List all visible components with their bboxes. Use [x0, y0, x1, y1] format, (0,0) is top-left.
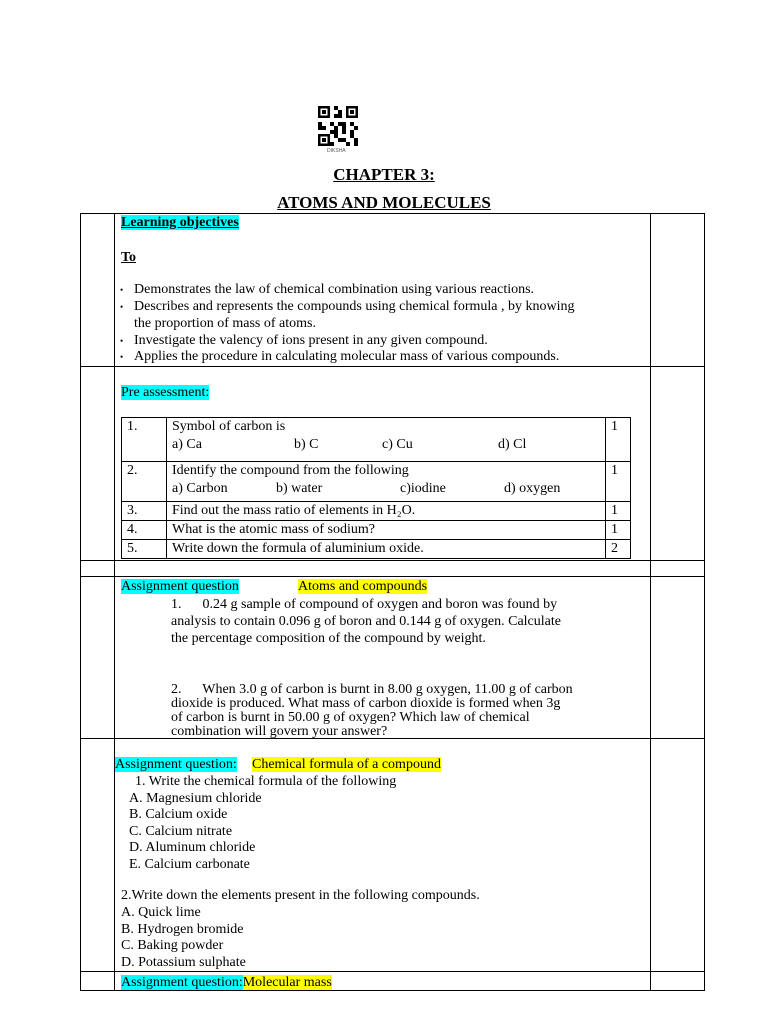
marks: 2 — [606, 540, 631, 559]
question-text: Write down the formula of aluminium oxide. — [167, 540, 606, 559]
list-item: D. Potassium sulphate — [121, 955, 246, 970]
marks: 1 — [606, 502, 631, 521]
assignment-label: Assignment question: — [115, 757, 237, 772]
question-number: 5. — [122, 540, 167, 559]
objective-item-continued: the proportion of mass of atoms. — [134, 316, 316, 331]
option: d) Cl — [498, 437, 527, 452]
question-line: combination will govern your answer? — [171, 724, 388, 739]
assignment-label: Assignment question: — [121, 975, 243, 990]
option: a) Ca — [172, 437, 202, 452]
question-options — [172, 480, 600, 498]
question-cell — [167, 462, 606, 502]
assignment-topic: Atoms and compounds — [298, 579, 428, 594]
question-number: 4. — [122, 521, 167, 540]
question-line: of carbon is burnt in 50.00 g of oxygen? Which law of chemical — [171, 710, 530, 725]
question-number: 1. — [122, 418, 167, 462]
objective-item: • Describes and represents the compounds using chemical formula , by knowing — [134, 298, 575, 315]
table-row — [122, 521, 631, 540]
question-line: analysis to contain 0.096 g of boron and 0.144 g of oxygen. Calculate — [171, 614, 561, 629]
marks: 1 — [606, 521, 631, 540]
question-cell — [167, 418, 606, 462]
question-line: 1. 0.24 g sample of compound of oxygen and boron was found by — [171, 597, 558, 612]
qr-code-icon — [318, 106, 358, 146]
option: b) C — [294, 437, 319, 452]
question-text: Identify the compound from the following — [172, 463, 409, 478]
table-row — [122, 540, 631, 559]
question-text: Find out the mass ratio of elements in H₂O. — [167, 502, 606, 521]
list-item: B. Hydrogen bromide — [121, 922, 244, 937]
table-row — [122, 418, 631, 462]
list-item: B. Calcium oxide — [129, 807, 228, 822]
question-text: What is the atomic mass of sodium? — [167, 521, 606, 540]
list-item: C. Baking powder — [121, 938, 224, 953]
qr-caption: DIKSHA — [327, 148, 346, 154]
objective-item: • Investigate the valency of ions present in any given compound. — [134, 332, 488, 349]
list-item: D. Aluminum chloride — [129, 840, 256, 855]
marks: 1 — [606, 418, 631, 462]
objective-item: • Demonstrates the law of chemical combination using various reactions. — [134, 281, 534, 298]
option: c)iodine — [400, 481, 446, 496]
objective-item: • Applies the procedure in calculating molecular mass of various compounds. — [134, 348, 559, 365]
question-line: 2. When 3.0 g of carbon is burnt in 8.00 g oxygen, 11.00 g of carbon — [171, 682, 573, 697]
objectives-to: To — [121, 250, 137, 265]
marks: 1 — [606, 462, 631, 502]
question-number: 3. — [122, 502, 167, 521]
objectives-heading: Learning objectives — [121, 215, 239, 230]
assignment-topic: Chemical formula of a compound — [252, 757, 441, 772]
question-line: dioxide is produced. What mass of carbon dioxide is formed when 3g — [171, 696, 561, 711]
option: b) water — [276, 481, 323, 496]
question-options — [172, 436, 600, 454]
list-item: A. Magnesium chloride — [129, 791, 262, 806]
question-number: 2. — [122, 462, 167, 502]
question-text: 1. Write the chemical formula of the following — [135, 774, 397, 789]
question-line: the percentage composition of the compound by weight. — [171, 631, 486, 646]
table-row — [122, 462, 631, 502]
pre-assessment-table — [121, 417, 631, 559]
list-item: A. Quick lime — [121, 905, 201, 920]
assignment-topic: Molecular mass — [242, 975, 332, 990]
question-text: 2.Write down the elements present in the following compounds. — [121, 888, 480, 903]
list-item: E. Calcium carbonate — [129, 857, 250, 872]
option: d) oxygen — [504, 481, 561, 496]
table-row — [122, 502, 631, 521]
option: a) Carbon — [172, 481, 228, 496]
question-text: Symbol of carbon is — [172, 419, 286, 434]
pre-assessment-heading: Pre assessment: — [121, 385, 210, 400]
list-item: C. Calcium nitrate — [129, 824, 233, 839]
chapter-number: CHAPTER 3: — [333, 165, 435, 184]
option: c) Cu — [382, 437, 413, 452]
chapter-title: ATOMS AND MOLECULES — [277, 193, 491, 212]
assignment-label: Assignment question — [121, 579, 239, 594]
